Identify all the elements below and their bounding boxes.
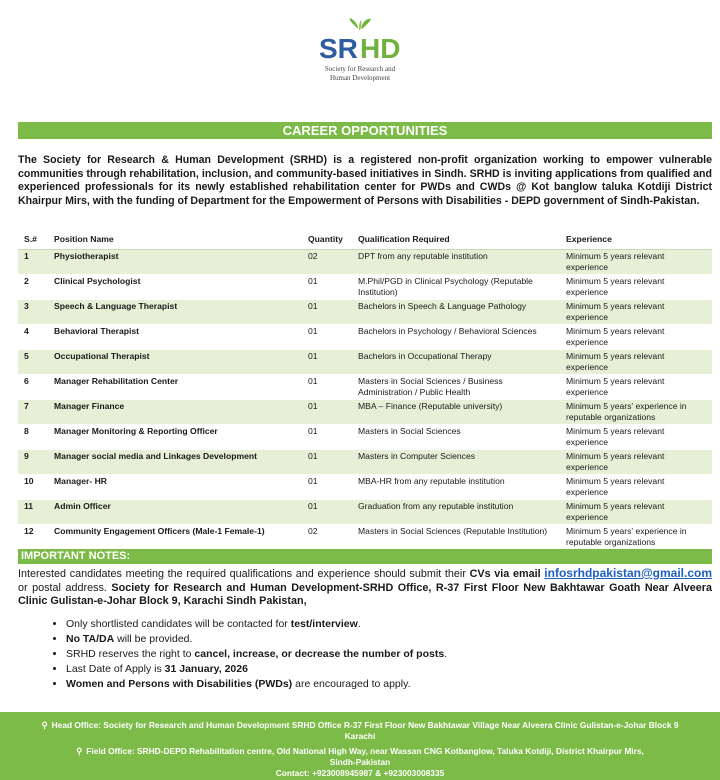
application-email-link[interactable]: infosrhdpakistan@gmail.com <box>544 566 713 580</box>
cell-sno: 11 <box>18 500 48 525</box>
bullet-text-bold: Women and Persons with Disabilities (PWDs) <box>66 678 293 690</box>
bullet-text-bold: 31 January, 2026 <box>164 663 248 675</box>
intro-paragraph: The Society for Research & Human Development (SRHD) is a registered non-profit organization working to empower vulnerable communities through rehabilitation, inclusion, and community-based initiatives in Sindh. SRHD is inviting applications from qualified and experienced professionals for its newly established rehabilitation center for PWDs and CWDs @ Kot banglow taluka Kotdiji District Khairpur Mirs, with the funding of Department for the Empowerment of Persons with Disabilities - DEPD government of Sindh-Pakistan. <box>18 154 712 207</box>
head-office-city: Karachi <box>344 731 376 741</box>
notes-bullet-list <box>48 617 447 692</box>
cell-position: Manager social media and Linkages Development <box>48 450 302 475</box>
cell-experience: Minimum 5 years relevant experience <box>560 450 712 475</box>
cell-position: Manager- HR <box>48 475 302 500</box>
cell-quantity: 01 <box>302 500 352 525</box>
logo-subtitle-1: Society for Research and <box>324 65 396 73</box>
table-row <box>18 325 712 350</box>
bullet-text-post: are encouraged to apply. <box>292 678 411 690</box>
bullet-text-pre: SRHD reserves the right to <box>66 648 195 660</box>
cell-quantity: 01 <box>302 475 352 500</box>
table-row <box>18 450 712 475</box>
cell-sno: 9 <box>18 450 48 475</box>
notes-bullet-item <box>66 617 447 632</box>
cell-position: Manager Rehabilitation Center <box>48 375 302 400</box>
col-header-quantity: Quantity <box>302 228 352 250</box>
notes-paragraph <box>18 567 712 609</box>
cell-sno: 7 <box>18 400 48 425</box>
cell-position: Behavioral Therapist <box>48 325 302 350</box>
career-opportunities-banner: CAREER OPPORTUNITIES <box>18 122 712 139</box>
cell-quantity: 01 <box>302 275 352 300</box>
cell-sno: 2 <box>18 275 48 300</box>
cell-position: Community Engagement Officers (Male-1 Female-1) <box>48 525 302 550</box>
bullet-text-pre: Last Date of Apply is <box>66 663 165 675</box>
table-row <box>18 250 712 275</box>
contact-numbers: Contact: +923008945987 & +923003008335 <box>275 768 445 778</box>
table-row <box>18 400 712 425</box>
field-office-address: Field Office: SRHD-DEPD Rehabilitation centre, Old National High Way, near Wassan CNG Kotbanglow, Taluka Kotdiji, District Khairpur Mirs, <box>86 746 644 756</box>
cell-experience: Minimum 5 years relevant experience <box>560 475 712 500</box>
cell-experience: Minimum 5 years relevant experience <box>560 375 712 400</box>
cell-quantity: 01 <box>302 425 352 450</box>
table-row <box>18 275 712 300</box>
table-body <box>18 250 712 550</box>
cell-position: Speech & Language Therapist <box>48 300 302 325</box>
cell-quantity: 01 <box>302 400 352 425</box>
bullet-text-bold: test/interview <box>290 618 358 630</box>
cell-qualification: M.Phil/PGD in Clinical Psychology (Reputable Institution) <box>352 275 560 300</box>
head-office-address: Head Office: Society for Research and Human Development SRHD Office R-37 First Floor New Bakhtawar Village Near Alveera Clinic Gulistan-e-Johar Block 9 <box>51 720 679 730</box>
cell-qualification: Masters in Social Sciences <box>352 425 560 450</box>
bullet-text-pre: Only shortlisted candidates will be contacted for <box>66 618 291 630</box>
cell-qualification: MBA – Finance (Reputable university) <box>352 400 560 425</box>
cell-experience: Minimum 5 years relevant experience <box>560 425 712 450</box>
field-office-region: Sindh-Pakistan <box>329 757 391 767</box>
bullet-text-post: will be provided. <box>114 633 193 645</box>
notes-bullet-item <box>66 677 447 692</box>
srhd-logo <box>300 18 420 94</box>
notes-text-middle: or postal address. <box>18 581 107 594</box>
notes-bullet-item <box>66 647 447 662</box>
notes-bullet-item <box>66 662 447 677</box>
cell-qualification: Masters in Computer Sciences <box>352 450 560 475</box>
cell-qualification: Bachelors in Psychology / Behavioral Sciences <box>352 325 560 350</box>
cell-sno: 3 <box>18 300 48 325</box>
cell-sno: 12 <box>18 525 48 550</box>
cell-position: Clinical Psychologist <box>48 275 302 300</box>
notes-text-before: Interested candidates meeting the required qualifications and experience should submit their <box>18 568 466 580</box>
cell-qualification: Masters in Social Sciences / Business Administration / Public Health <box>352 375 560 400</box>
cell-experience: Minimum 5 years relevant experience <box>560 325 712 350</box>
bullet-text-bold: cancel, increase, or decrease the number of posts <box>194 648 445 660</box>
cell-sno: 1 <box>18 250 48 275</box>
cell-position: Manager Monitoring & Reporting Officer <box>48 425 302 450</box>
cell-quantity: 01 <box>302 450 352 475</box>
col-header-sno: S.# <box>18 228 48 250</box>
cell-sno: 8 <box>18 425 48 450</box>
cell-position: Occupational Therapist <box>48 350 302 375</box>
cell-quantity: 01 <box>302 325 352 350</box>
cell-quantity: 02 <box>302 250 352 275</box>
bullet-text-post: . <box>444 648 448 660</box>
cell-experience: Minimum 5 years relevant experience <box>560 250 712 275</box>
positions-table <box>18 228 712 549</box>
cell-quantity: 02 <box>302 525 352 550</box>
logo-graphic <box>305 18 415 64</box>
logo-sr-text: SR <box>319 33 358 64</box>
cell-qualification: Bachelors in Speech & Language Pathology <box>352 300 560 325</box>
cell-sno: 10 <box>18 475 48 500</box>
cell-experience: Minimum 5 years' experience in reputable organizations <box>560 525 712 550</box>
table-row <box>18 475 712 500</box>
col-header-experience: Experience <box>560 228 712 250</box>
cell-sno: 6 <box>18 375 48 400</box>
cell-qualification: MBA-HR from any reputable institution <box>352 475 560 500</box>
table-row <box>18 525 712 550</box>
footer-contact-bar <box>0 712 720 780</box>
important-notes-heading: IMPORTANT NOTES: <box>18 549 712 564</box>
cell-qualification: Masters in Social Sciences (Reputable Institution) <box>352 525 560 550</box>
table-row <box>18 425 712 450</box>
logo-subtitle-2: Human Development <box>329 74 391 82</box>
cell-experience: Minimum 5 years relevant experience <box>560 300 712 325</box>
cell-position: Physiotherapist <box>48 250 302 275</box>
cell-quantity: 01 <box>302 350 352 375</box>
cell-position: Admin Officer <box>48 500 302 525</box>
cell-sno: 5 <box>18 350 48 375</box>
cell-experience: Minimum 5 years relevant experience <box>560 500 712 525</box>
bullet-text-post: . <box>357 618 361 630</box>
bullet-text-bold: No TA/DA <box>66 633 115 645</box>
cell-qualification: Bachelors in Occupational Therapy <box>352 350 560 375</box>
cell-sno: 4 <box>18 325 48 350</box>
table-row <box>18 350 712 375</box>
cell-position: Manager Finance <box>48 400 302 425</box>
postal-address: Society for Research and Human Development-SRHD Office, R-37 First Floor New Bakhtawar Goath Near Alveera Clinic Gulistan-e-Johar Block 9, Karachi Sindh Pakistan, <box>18 581 712 608</box>
cvs-via-email-label: CVs via email <box>469 568 541 580</box>
cell-qualification: Graduation from any reputable institution <box>352 500 560 525</box>
cell-qualification: DPT from any reputable institution <box>352 250 560 275</box>
cell-experience: Minimum 5 years relevant experience <box>560 275 712 300</box>
table-row <box>18 375 712 400</box>
logo-hd-text: HD <box>360 33 401 64</box>
cell-experience: Minimum 5 years' experience in reputable organizations <box>560 400 712 425</box>
cell-experience: Minimum 5 years relevant experience <box>560 350 712 375</box>
table-row <box>18 300 712 325</box>
col-header-position: Position Name <box>48 228 302 250</box>
location-pin-icon: ⚲ <box>41 720 48 730</box>
notes-bullet-item <box>66 632 447 647</box>
cell-quantity: 01 <box>302 375 352 400</box>
cell-quantity: 01 <box>302 300 352 325</box>
location-pin-icon: ⚲ <box>76 746 83 756</box>
col-header-qualification: Qualification Required <box>352 228 560 250</box>
table-header-row <box>18 228 712 250</box>
table-row <box>18 500 712 525</box>
